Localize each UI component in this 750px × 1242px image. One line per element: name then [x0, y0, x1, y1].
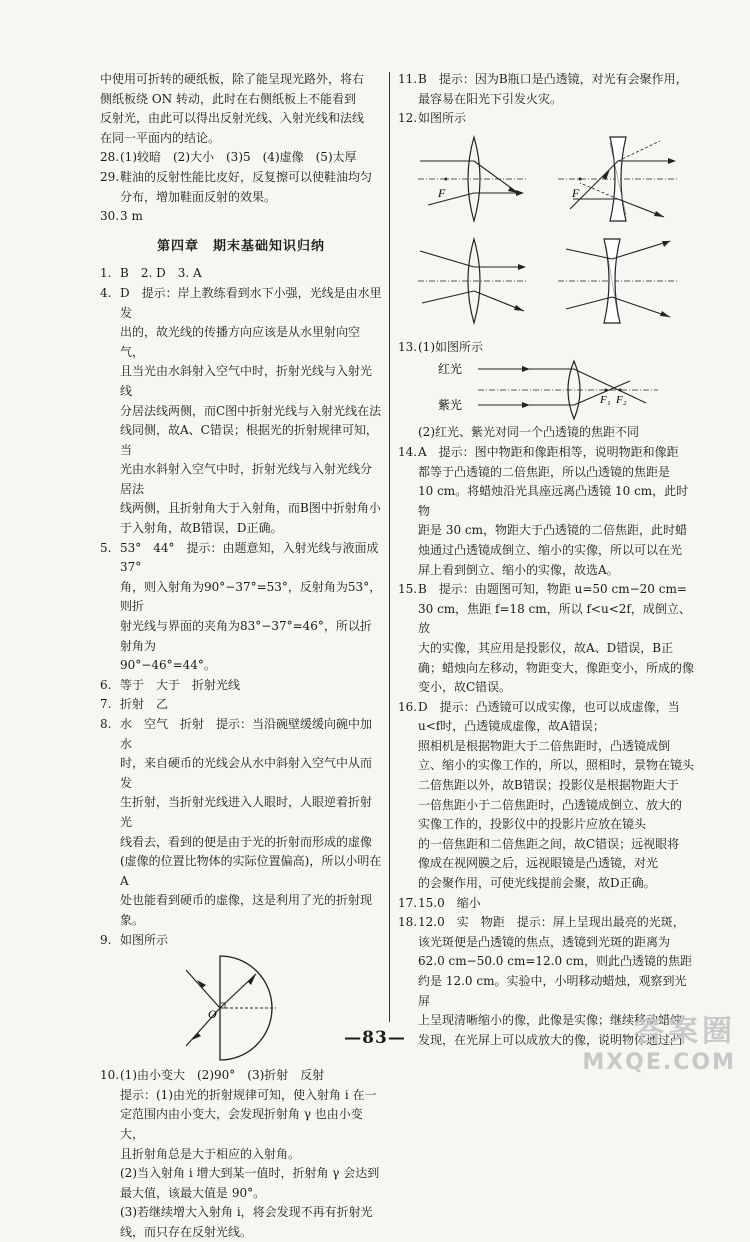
answer-text: 15.0 缩小	[418, 895, 481, 910]
light-ray	[420, 251, 474, 267]
answer-text: A 提示：图中物距和像距相等，说明物距和像距	[418, 444, 679, 459]
convex-lens-diagram-2	[418, 239, 528, 323]
answer-text: 出的，故光线的传播方向应该是从水里射向空气，	[120, 325, 361, 359]
answer-text: (1)较暗 (2)大小 (3)5 (4)虚像 (5)太厚	[120, 150, 357, 165]
answer-text: 光由水斜射入空气中时，折射光线与入射光线分居法	[120, 462, 373, 496]
question-number: 12.	[398, 111, 418, 126]
convex-lens-diagram-1	[418, 137, 528, 221]
focus-label: F	[572, 185, 580, 200]
question-number: 7.	[100, 697, 112, 712]
answer-text: 且当光由水斜射入空气中时，折射光线与入射光线	[120, 364, 373, 398]
arrow-icon	[248, 974, 256, 985]
answer-text: 确；蜡烛向左移动，物距变大，像距变小，所成的像	[418, 660, 695, 675]
answer-16	[398, 698, 698, 894]
light-ray	[566, 297, 612, 309]
text-line: 侧纸板绕 ON 转动，此时在右侧纸板上不能看到	[100, 91, 356, 106]
answer-text: B 2. D 3. A	[120, 266, 202, 281]
question-number: 28.	[100, 150, 120, 165]
concave-lens-diagram-2	[558, 239, 678, 323]
answer-text: 分居法线两侧，而C图中折射光线与入射光线在法	[120, 403, 382, 418]
answer-text: 12.0 实 物距 提示：屏上呈现出最亮的光斑，	[418, 915, 685, 930]
purple-light-label: 紫光	[438, 398, 463, 413]
column-divider	[389, 72, 390, 1022]
hint-text: 定范围内由小变大，会发现折射角 γ 也由小变大，	[120, 1107, 363, 1141]
answer-text: 变小，故C错误。	[418, 680, 512, 695]
focus-f2-label: F₂	[616, 394, 627, 407]
answer-12	[398, 109, 698, 129]
question-number: 6.	[100, 677, 112, 692]
answer-text: 大的实像，其应用是投影仪，故A、D错误，B正	[418, 640, 674, 655]
answer-text: 都等于凸透镜的二倍焦距，所以凸透镜的焦距是	[418, 464, 671, 479]
hint-text: 最大值，该最大值是 90°。	[120, 1185, 266, 1200]
answer-text: 53° 44° 提示：由题意知，入射光线与液面成37°	[120, 540, 379, 575]
answer-text: 一倍焦距小于二倍焦距时，凸透镜成倒立、放大的	[418, 797, 683, 812]
arrow-icon	[660, 311, 670, 317]
answer-6	[100, 676, 382, 696]
question-number: 30.	[100, 209, 120, 224]
answer-text: (2)红光、紫光对同一个凸透镜的焦距不同	[418, 425, 639, 440]
arrow-icon	[516, 190, 524, 196]
answer-text: 上呈现清晰缩小的像，此像是实像；继续移动蜡烛	[418, 1013, 683, 1028]
arrow-icon	[662, 241, 670, 247]
figure-12-lens-diagrams	[398, 131, 698, 336]
answer-14	[398, 443, 698, 580]
answer-text: 角，则入射角为90°−37°=53°，反射角为53°，则折	[120, 579, 382, 614]
answer-text: 立、缩小的实像工作的，所以，照相时，景物在镜头	[418, 758, 695, 773]
right-column	[398, 70, 698, 1050]
question-number: 1.	[100, 266, 112, 281]
red-light-label: 红光	[438, 362, 463, 377]
answer-text: 等于 大于 折射光线	[120, 677, 241, 692]
answer-text: 烛通过凸透镜成倒立、缩小的实像，所以可以在光	[418, 542, 683, 557]
answer-text: 二倍焦距以外，故B错误；投影仪是根据物距大于	[418, 778, 679, 793]
answer-text: 发现，在光屏上可以成放大的像，说明物体通过凸	[418, 1032, 683, 1047]
answer-5	[100, 539, 382, 676]
figure-13-red-purple-light	[398, 359, 698, 421]
light-ray	[566, 249, 612, 259]
arrow-icon	[522, 402, 530, 408]
focus-point	[605, 389, 608, 392]
answer-text: 62.0 cm−50.0 cm=12.0 cm，则此凸透镜的焦距	[418, 954, 693, 969]
arrow-icon	[514, 305, 524, 311]
answer-10-hint	[100, 1086, 382, 1242]
answer-text: 线看去，看到的便是由于光的折射而形成的虚像	[120, 834, 373, 849]
chapter-heading: 第四章 期末基础知识归纳	[156, 238, 325, 254]
question-number: 15.	[398, 582, 418, 597]
text-line: 反射光，由此可以得出反射光线、入射光线和法线	[100, 111, 365, 126]
focus-point	[579, 177, 582, 180]
question-number: 17.	[398, 895, 418, 910]
answer-1-3	[100, 264, 382, 284]
answer-text: D 提示：凸透镜可以成实像，也可以成虚像，当	[418, 699, 680, 714]
hint-text: 提示：(1)由光的折射规律可知，使入射角 i 在一	[120, 1087, 377, 1102]
answer-text: 屏上看到倒立、缩小的实像，故选A。	[418, 562, 619, 577]
answer-text: 生折射，当折射光线进入人眼时，人眼逆着折射光	[120, 795, 373, 829]
watermark-logo	[582, 1006, 736, 1075]
answer-text: 30 cm，焦距 f=18 cm，所以 f<u<2f，成倒立、放	[418, 601, 691, 636]
question-number: 9.	[100, 932, 112, 947]
concave-lens-diagram-1	[558, 137, 678, 221]
answer-text: 水 空气 折射 提示：当沿碗壁缓缓向碗中加水	[120, 717, 373, 751]
answer-text: (虚像的位置比物体的实际位置偏高)，所以小明在A	[120, 854, 382, 888]
answer-text: 的一倍焦距和二倍焦距之间，故C错误；远视眼将	[418, 836, 680, 851]
answer-4	[100, 284, 382, 539]
question-number: 11.	[398, 72, 418, 86]
hint-text: (2)当入射角 i 增大到某一值时，折射角 γ 会达到	[120, 1166, 380, 1181]
hint-text: (3)若继续增大入射角 i，将会发现不再有折射光	[120, 1205, 373, 1220]
answer-17	[398, 894, 698, 914]
reflected-ray	[220, 974, 256, 1008]
arrow-icon	[522, 366, 530, 372]
light-ray	[428, 193, 474, 205]
answer-text: u<f时，凸透镜成虚像，故A错误；	[418, 719, 605, 734]
answer-text: 时，来自硬币的光线会从水中斜射入空气中从而发	[120, 756, 373, 790]
focus-f1-label: F₁	[600, 394, 611, 407]
question-number: 14.	[398, 444, 418, 459]
light-ray	[612, 241, 670, 259]
answer-text: 10 cm。将蜡烛沿光具座远离凸透镜 10 cm，此时物	[418, 484, 689, 518]
answer-28	[100, 148, 382, 168]
answer-text: (1)如图所示	[418, 339, 483, 354]
question-number: 5.	[100, 540, 112, 555]
answer-text: 该光斑便是凸透镜的焦点，透镜到光斑的距离为	[418, 934, 671, 949]
answer-text: 分布，增加鞋面反射的效果。	[120, 189, 277, 204]
answer-13-sub	[398, 423, 698, 443]
arrow-icon	[518, 264, 526, 270]
focus-label: F	[438, 185, 446, 200]
incident-ray	[186, 970, 220, 1008]
answer-text: 距是 30 cm，物距大于凸透镜的二倍焦距，此时蜡	[418, 523, 687, 538]
left-column	[100, 70, 382, 1242]
extension-line	[580, 183, 618, 199]
answer-text: 射光线与界面的夹角为83°−37°=46°，所以折射角为	[120, 619, 372, 653]
text-line: 中使用可折转的硬纸板，除了能呈现光路外，将右	[100, 72, 365, 86]
focus-point	[445, 177, 448, 180]
arrow-icon	[654, 211, 664, 217]
point-o-label: O	[208, 1007, 217, 1022]
focus-point	[619, 389, 622, 392]
answer-13	[398, 338, 698, 358]
watermark-url: MXQE.COM	[582, 1050, 736, 1075]
answer-30	[100, 207, 382, 227]
answer-text: 线同侧，故A、C错误；根据光的折射规律可知，当	[120, 423, 378, 457]
page-number: —83—	[344, 1028, 406, 1048]
hint-text: 且折射角总是大于相应的入射角。	[120, 1146, 301, 1161]
arrow-icon	[602, 169, 610, 180]
answer-text: 线两侧，且折射角大于入射角，而B图中折射角小	[120, 501, 381, 516]
question-number: 18.	[398, 915, 418, 930]
answer-text: 于入射角，故B错误，D正确。	[120, 521, 283, 536]
question-number: 29.	[100, 169, 120, 184]
answer-text: 鞋油的反射性能比皮好，反复擦可以使鞋油均匀	[120, 169, 373, 184]
answer-text: 90°−46°=44°。	[120, 658, 216, 673]
answer-8	[100, 715, 382, 931]
answer-text: 约是 12.0 cm。实验中，小明移动蜡烛，观察到光屏	[418, 974, 687, 1008]
answer-text: 如图所示	[120, 932, 169, 947]
light-ray	[422, 291, 474, 303]
arrow-icon	[668, 158, 676, 164]
answer-text: 折射 乙	[120, 697, 169, 712]
answer-text: 像成在视网膜之后，远视眼镜是凸透镜，对光	[418, 856, 659, 871]
answer-10	[100, 1066, 382, 1086]
answer-9	[100, 931, 382, 951]
question-number: 13.	[398, 339, 418, 354]
answer-29	[100, 168, 382, 207]
answer-11	[398, 70, 698, 109]
answer-text: 3 m	[120, 209, 143, 224]
question-number: 10.	[100, 1068, 120, 1083]
question-number: 4.	[100, 285, 112, 300]
answer-text: 处也能看到硬币的虚像，这是利用了光的折射现象。	[120, 893, 373, 927]
question-number: 16.	[398, 699, 418, 714]
answer-7	[100, 695, 382, 715]
light-ray	[570, 161, 618, 209]
answer-text: 的会聚作用，可使光线提前会聚，故D正确。	[418, 876, 656, 891]
answer-text: 最容易在阳光下引发火灾。	[418, 91, 563, 106]
answer-text: 照相机是根据物距大于二倍焦距时，凸透镜成倒	[418, 738, 671, 753]
answer-text: B 提示：由题图可知，物距 u=50 cm−20 cm=	[418, 582, 687, 597]
answer-text: 如图所示	[418, 111, 467, 126]
answer-text: B 提示：因为B瓶口是凸透镜，对光有会聚作用，	[418, 72, 688, 86]
text-line: 在同一平面内的结论。	[100, 130, 221, 145]
watermark-text: 答案圈	[634, 1014, 736, 1049]
intro-continuation	[100, 70, 382, 148]
answer-text: (1)由小变大 (2)90° (3)折射 反射	[120, 1068, 325, 1083]
question-number: 8.	[100, 717, 112, 731]
answer-text: D 提示：岸上教练看到水下小强，光线是由水里发	[120, 285, 382, 320]
answer-15	[398, 580, 698, 698]
hint-text: 线，而只存在反射光线。	[120, 1224, 253, 1239]
answer-text: 实像工作的，投影仪中的投影片应放在镜头	[418, 817, 647, 832]
